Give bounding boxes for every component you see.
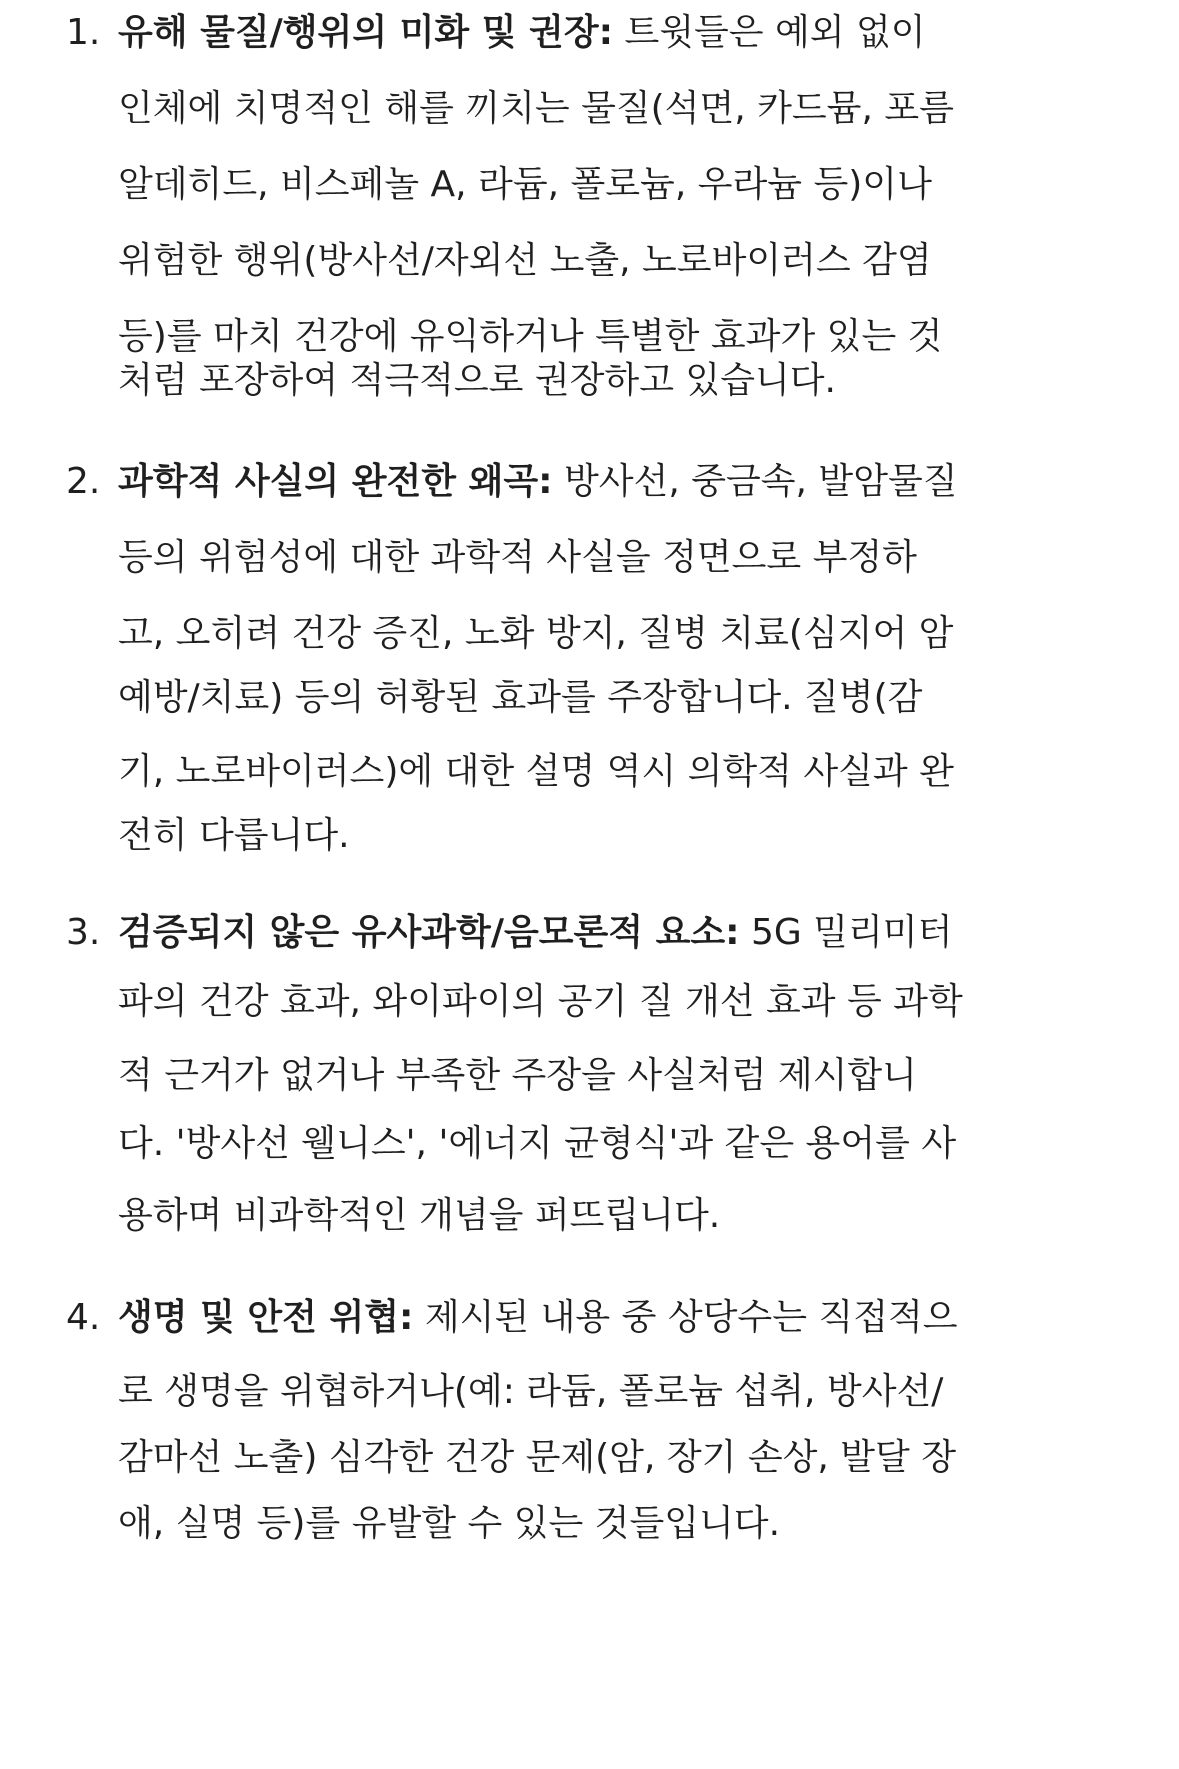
item-4-line-1	[118, 1280, 958, 1356]
item-3-line-2: 파의 건강 효과, 와이파이의 공기 질 개선 효과 등 과학	[118, 981, 963, 1022]
item-3-line-1	[118, 895, 952, 971]
item-4-number: 4.	[66, 1297, 101, 1338]
item-2-line-1	[118, 444, 958, 520]
item-4-text-1: 제시된 내용 중 상당수는 직접적으	[413, 1297, 958, 1338]
item-2-line-3: 고, 오히려 건강 증진, 노화 방지, 질병 치료(심지어 암	[118, 613, 954, 654]
item-1-line-6: 처럼 포장하여 적극적으로 권장하고 있습니다.	[118, 360, 836, 401]
item-2-line-4: 예방/치료) 등의 허황된 효과를 주장합니다. 질병(감	[118, 677, 923, 718]
item-1-line-4: 위험한 행위(방사선/자외선 노출, 노로바이러스 감염	[118, 240, 932, 281]
item-2-line-5: 기, 노로바이러스)에 대한 설명 역시 의학적 사실과 완	[118, 751, 954, 792]
item-4-line-2: 로 생명을 위협하거나(예: 라듐, 폴로늄 섭취, 방사선/	[118, 1371, 944, 1412]
item-1-line-2: 인체에 치명적인 해를 끼치는 물질(석면, 카드뮴, 포름	[118, 88, 954, 129]
item-2-number: 2.	[66, 461, 101, 502]
item-2-heading: 과학적 사실의 완전한 왜곡:	[118, 461, 553, 502]
item-3-heading: 검증되지 않은 유사과학/음모론적 요소:	[118, 912, 740, 953]
item-1-line-1	[118, 0, 926, 71]
item-4-line-4: 애, 실명 등)를 유발할 수 있는 것들입니다.	[118, 1503, 781, 1544]
item-3-number: 3.	[66, 912, 101, 953]
item-3-line-4: 다. '방사선 웰니스', '에너지 균형식'과 같은 용어를 사	[118, 1123, 957, 1164]
item-3-line-3: 적 근거가 없거나 부족한 주장을 사실처럼 제시합니	[118, 1055, 917, 1096]
item-3-line-5: 용하며 비과학적인 개념을 퍼뜨립니다.	[118, 1195, 721, 1236]
item-1-heading: 유해 물질/행위의 미화 및 권장:	[118, 12, 613, 53]
item-1-number: 1.	[66, 12, 101, 53]
item-1-line-3: 알데히드, 비스페놀 A, 라듐, 폴로늄, 우라늄 등)이나	[118, 164, 932, 205]
item-1-line-5: 등)를 마치 건강에 유익하거나 특별한 효과가 있는 것	[118, 316, 943, 357]
item-2-line-2: 등의 위험성에 대한 과학적 사실을 정면으로 부정하	[118, 537, 917, 578]
item-4-heading: 생명 및 안전 위협:	[118, 1297, 414, 1338]
item-1-text-1: 트윗들은 예외 없이	[613, 12, 926, 53]
item-4-line-3: 감마선 노출) 심각한 건강 문제(암, 장기 손상, 발달 장	[118, 1437, 957, 1478]
item-2-text-1: 방사선, 중금속, 발암물질	[552, 461, 958, 502]
item-2-line-6: 전히 다릅니다.	[118, 815, 350, 856]
item-3-text-1: 5G 밀리미터	[739, 912, 953, 953]
